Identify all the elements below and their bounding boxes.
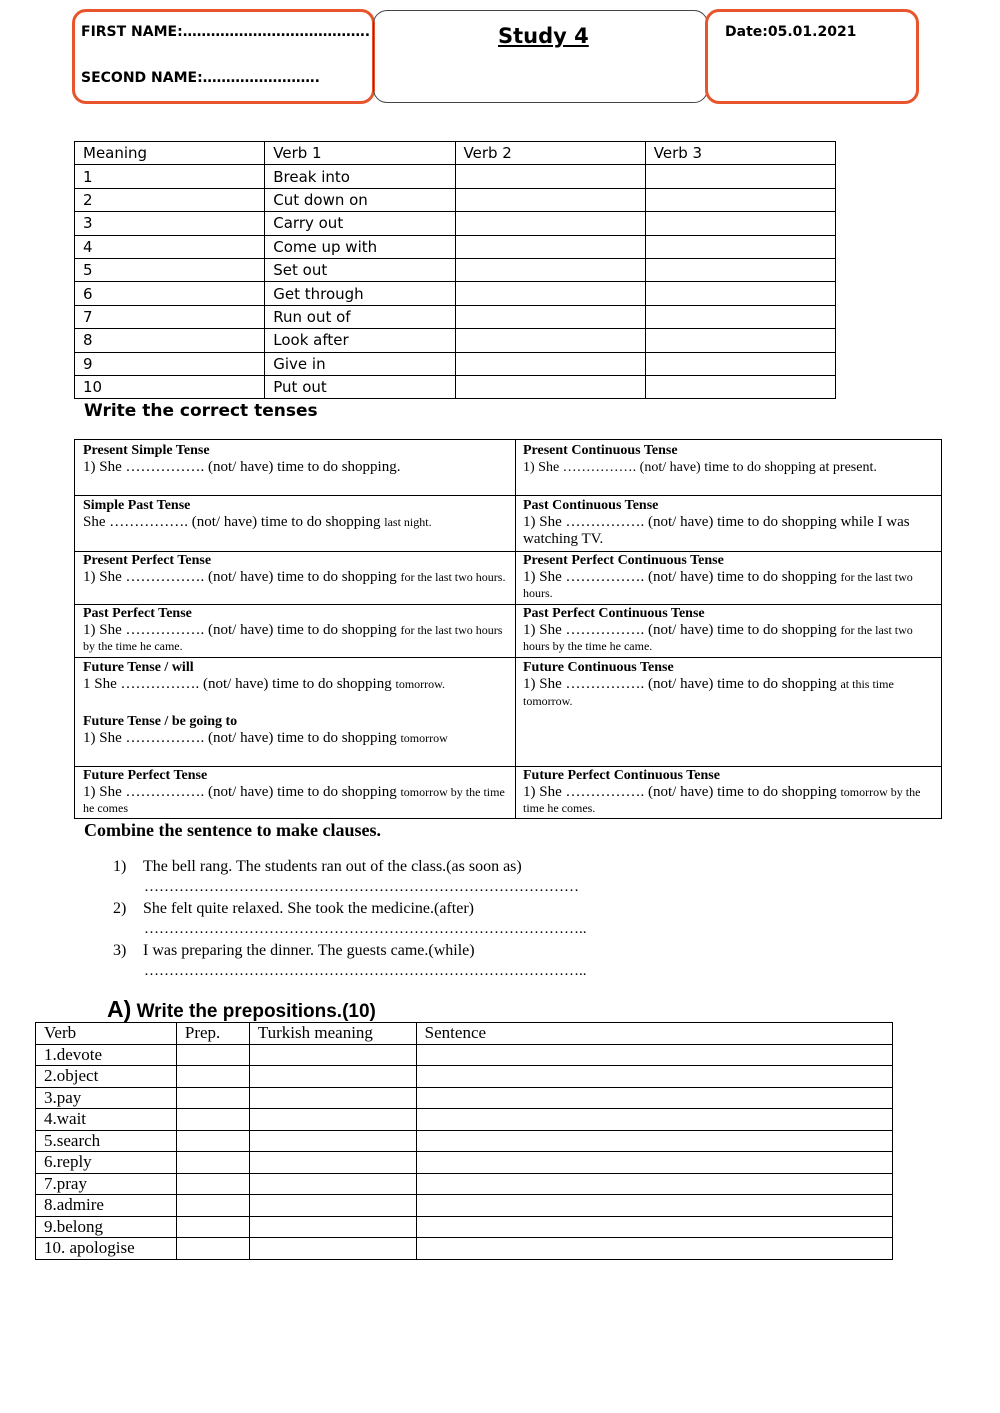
- verb3-blank[interactable]: [645, 329, 835, 352]
- verb3-blank[interactable]: [645, 375, 835, 398]
- header-verb3: Verb 3: [645, 142, 835, 165]
- tense-sentence[interactable]: 1 She ……………. (not/ have) time to do shopping: [83, 676, 392, 692]
- verb2-blank[interactable]: [455, 188, 645, 211]
- tense-time-phrase: tomorrow by the time he comes.: [523, 785, 921, 815]
- row-number: 7: [75, 305, 265, 328]
- table-row: [36, 1130, 893, 1152]
- tense-title: Present Continuous Tense: [523, 443, 678, 458]
- past-perfect-continuous-cell: [515, 604, 941, 656]
- tense-title: Future Perfect Tense: [83, 768, 208, 783]
- sentence-blank[interactable]: [416, 1066, 892, 1088]
- present-perfect-cell: [75, 551, 515, 587]
- table-header-row: [75, 142, 836, 165]
- combine-item: [113, 941, 475, 961]
- table-row: [36, 1152, 893, 1174]
- header-meaning: Meaning: [75, 142, 265, 165]
- row-number: 3: [75, 212, 265, 235]
- tense-title: Past Perfect Continuous Tense: [523, 606, 705, 621]
- answer-line[interactable]: ……………………………………………………………………………..: [144, 921, 587, 937]
- tense-time-phrase: tomorrow: [400, 731, 448, 745]
- combine-section-title: Combine the sentence to make clauses.: [84, 820, 381, 840]
- item-text: I was preparing the dinner. The guests came.(while): [143, 942, 475, 959]
- item-number: 1): [113, 858, 127, 875]
- sentence-blank[interactable]: [416, 1109, 892, 1131]
- verb1-cell: Set out: [265, 258, 455, 281]
- verb-cell: 3.pay: [36, 1087, 177, 1109]
- sentence-blank[interactable]: [416, 1152, 892, 1174]
- verb3-blank[interactable]: [645, 212, 835, 235]
- tense-sentence[interactable]: 1) She ……………. (not/ have) time to do shopping: [523, 676, 837, 692]
- simple-past-cell: [75, 495, 515, 533]
- sentence-blank[interactable]: [416, 1130, 892, 1152]
- tenses-section-title: Write the correct tenses: [84, 401, 318, 421]
- item-number: 2): [113, 900, 127, 917]
- meaning-blank[interactable]: [249, 1087, 416, 1109]
- tenses-table: [74, 439, 942, 819]
- verb-cell: 7.pray: [36, 1173, 177, 1195]
- sentence-blank[interactable]: [416, 1173, 892, 1195]
- prepositions-section-title: [107, 996, 376, 1023]
- header-sentence: Sentence: [416, 1023, 892, 1045]
- verb-cell: 10. apologise: [36, 1238, 177, 1260]
- row-number: 2: [75, 188, 265, 211]
- prepositions-table: [35, 1022, 893, 1260]
- answer-line[interactable]: ……………………………………………………………………………: [144, 879, 579, 895]
- prep-blank[interactable]: [176, 1066, 249, 1088]
- table-row: [75, 188, 836, 211]
- tense-title: Future Tense / will: [83, 660, 194, 675]
- verb2-blank[interactable]: [455, 375, 645, 398]
- header-turkish-meaning: Turkish meaning: [249, 1023, 416, 1045]
- table-row: [75, 212, 836, 235]
- tense-time-phrase: last night.: [384, 515, 432, 529]
- verb3-blank[interactable]: [645, 235, 835, 258]
- table-row: [75, 165, 836, 188]
- tense-time-phrase: tomorrow.: [395, 677, 446, 691]
- table-row: [36, 1216, 893, 1238]
- header-verb: Verb: [36, 1023, 177, 1045]
- present-continuous-cell: [515, 440, 941, 478]
- tense-sentence[interactable]: 1) She ……………. (not/ have) time to do shopping: [523, 784, 837, 800]
- table-row: [75, 329, 836, 352]
- verb3-blank[interactable]: [645, 305, 835, 328]
- table-row: [36, 1066, 893, 1088]
- verb3-blank[interactable]: [645, 258, 835, 281]
- sentence-blank[interactable]: [416, 1238, 892, 1260]
- prep-blank[interactable]: [176, 1130, 249, 1152]
- tense-sentence[interactable]: 1) She ……………. (not/ have) time to do shopping: [83, 622, 397, 638]
- verb2-blank[interactable]: [455, 235, 645, 258]
- tense-title: Present Simple Tense: [83, 443, 210, 458]
- tense-time-phrase: for the last two hours by the time he came.: [523, 623, 913, 653]
- sentence-blank[interactable]: [416, 1087, 892, 1109]
- answer-line[interactable]: ……………………………………………………………………………..: [144, 963, 587, 979]
- past-perfect-cell: [75, 604, 515, 656]
- verb1-cell: Come up with: [265, 235, 455, 258]
- meaning-blank[interactable]: [249, 1216, 416, 1238]
- table-header-row: [36, 1023, 893, 1045]
- row-number: 4: [75, 235, 265, 258]
- future-will-cell: [75, 657, 515, 695]
- first-name-label: FIRST NAME:………………………………….: [81, 24, 371, 40]
- meaning-blank[interactable]: [249, 1152, 416, 1174]
- verb2-blank[interactable]: [455, 165, 645, 188]
- page-title: Study 4: [498, 24, 589, 48]
- tense-title: Present Perfect Continuous Tense: [523, 553, 724, 568]
- item-text: The bell rang. The students ran out of the class.(as soon as): [143, 858, 522, 875]
- sentence-blank[interactable]: [416, 1044, 892, 1066]
- future-going-to-cell: [75, 711, 515, 749]
- verb3-blank[interactable]: [645, 282, 835, 305]
- prep-blank[interactable]: [176, 1173, 249, 1195]
- row-number: 10: [75, 375, 265, 398]
- tense-sentence[interactable]: 1) She ……………. (not/ have) time to do shopping: [83, 730, 397, 746]
- verb1-cell: Give in: [265, 352, 455, 375]
- prep-blank[interactable]: [176, 1238, 249, 1260]
- phrasal-verb-table: [74, 141, 836, 399]
- combine-item: [113, 899, 474, 919]
- verb1-cell: Break into: [265, 165, 455, 188]
- verb-cell: 2.object: [36, 1066, 177, 1088]
- section-title-text: Write the prepositions.(10): [136, 1001, 376, 1022]
- future-perfect-continuous-cell: [515, 766, 941, 818]
- date-label: Date:05.01.2021: [725, 24, 857, 40]
- meaning-blank[interactable]: [249, 1044, 416, 1066]
- verb-cell: 9.belong: [36, 1216, 177, 1238]
- row-number: 9: [75, 352, 265, 375]
- verb1-cell: Cut down on: [265, 188, 455, 211]
- verb-cell: 4.wait: [36, 1109, 177, 1131]
- table-row: [36, 1109, 893, 1131]
- tense-sentence[interactable]: 1) She ……………. (not/ have) time to do shopping.: [83, 459, 401, 475]
- tense-sentence[interactable]: She ……………. (not/ have) time to do shopping: [83, 514, 381, 530]
- prep-blank[interactable]: [176, 1195, 249, 1217]
- meaning-blank[interactable]: [249, 1130, 416, 1152]
- verb1-cell: Run out of: [265, 305, 455, 328]
- table-row: [75, 375, 836, 398]
- table-row: [75, 352, 836, 375]
- row-number: 6: [75, 282, 265, 305]
- present-perfect-continuous-cell: [515, 551, 941, 603]
- tense-sentence[interactable]: 1) She ……………. (not/ have) time to do shopping: [523, 569, 837, 585]
- item-text: She felt quite relaxed. She took the medicine.(after): [143, 900, 474, 917]
- row-number: 5: [75, 258, 265, 281]
- tense-title: Present Perfect Tense: [83, 553, 212, 568]
- sentence-blank[interactable]: [416, 1195, 892, 1217]
- table-row: [36, 1044, 893, 1066]
- meaning-blank[interactable]: [249, 1238, 416, 1260]
- verb-cell: 8.admire: [36, 1195, 177, 1217]
- meaning-blank[interactable]: [249, 1109, 416, 1131]
- table-row: [36, 1238, 893, 1260]
- verb1-cell: Look after: [265, 329, 455, 352]
- verb-cell: 1.devote: [36, 1044, 177, 1066]
- verb2-blank[interactable]: [455, 258, 645, 281]
- tense-time-phrase: at this time tomorrow.: [523, 677, 894, 708]
- tense-sentence[interactable]: 1) She ……………. (not/ have) time to do shopping: [83, 784, 397, 800]
- verb2-blank[interactable]: [455, 282, 645, 305]
- table-row: [75, 282, 836, 305]
- meaning-blank[interactable]: [249, 1173, 416, 1195]
- prep-blank[interactable]: [176, 1216, 249, 1238]
- tense-time-phrase: for the last two hours by the time he came.: [83, 623, 503, 653]
- future-continuous-cell: [515, 657, 941, 712]
- verb2-blank[interactable]: [455, 305, 645, 328]
- meaning-blank[interactable]: [249, 1195, 416, 1217]
- future-perfect-cell: [75, 766, 515, 818]
- present-simple-cell: [75, 440, 515, 478]
- verb3-blank[interactable]: [645, 165, 835, 188]
- tense-sentence[interactable]: 1) She ……………. (not/ have) time to do shopping: [523, 622, 837, 638]
- tense-title: Future Perfect Continuous Tense: [523, 768, 720, 783]
- table-row: [36, 1195, 893, 1217]
- sentence-blank[interactable]: [416, 1216, 892, 1238]
- past-continuous-cell: [515, 495, 941, 550]
- table-row: [75, 258, 836, 281]
- table-row: [36, 1173, 893, 1195]
- tense-time-phrase: tomorrow by the time he comes: [83, 785, 505, 815]
- verb2-blank[interactable]: [455, 212, 645, 235]
- verb2-blank[interactable]: [455, 329, 645, 352]
- verb1-cell: Carry out: [265, 212, 455, 235]
- verb3-blank[interactable]: [645, 352, 835, 375]
- tense-title: Future Tense / be going to: [83, 714, 238, 729]
- header-verb2: Verb 2: [455, 142, 645, 165]
- second-name-label: SECOND NAME:…………………….: [81, 70, 320, 86]
- prep-blank[interactable]: [176, 1044, 249, 1066]
- item-number: 3): [113, 942, 127, 959]
- tense-time-phrase: for the last two hours.: [400, 570, 506, 584]
- table-row: [75, 235, 836, 258]
- tense-title: Simple Past Tense: [83, 498, 191, 513]
- prep-blank[interactable]: [176, 1087, 249, 1109]
- verb1-cell: Get through: [265, 282, 455, 305]
- combine-item: [113, 857, 522, 877]
- tense-sentence[interactable]: 1) She ……………. (not/ have) time to do shopping: [83, 569, 397, 585]
- prep-blank[interactable]: [176, 1109, 249, 1131]
- header-verb1: Verb 1: [265, 142, 455, 165]
- verb-cell: 6.reply: [36, 1152, 177, 1174]
- row-number: 1: [75, 165, 265, 188]
- prep-blank[interactable]: [176, 1152, 249, 1174]
- verb-cell: 5.search: [36, 1130, 177, 1152]
- tense-title: Future Continuous Tense: [523, 660, 674, 675]
- meaning-blank[interactable]: [249, 1066, 416, 1088]
- tense-sentence[interactable]: 1) She ……………. (not/ have) time to do shopping at present.: [523, 460, 877, 475]
- verb3-blank[interactable]: [645, 188, 835, 211]
- verb2-blank[interactable]: [455, 352, 645, 375]
- tense-sentence[interactable]: 1) She ……………. (not/ have) time to do shopping while I was watching TV.: [523, 514, 910, 547]
- row-number: 8: [75, 329, 265, 352]
- table-row: [36, 1087, 893, 1109]
- section-letter: A): [107, 996, 132, 1022]
- verb1-cell: Put out: [265, 375, 455, 398]
- tense-title: Past Perfect Tense: [83, 606, 192, 621]
- tense-time-phrase: for the last two hours.: [523, 570, 913, 600]
- tense-title: Past Continuous Tense: [523, 498, 659, 513]
- table-row: [75, 305, 836, 328]
- header-prep: Prep.: [176, 1023, 249, 1045]
